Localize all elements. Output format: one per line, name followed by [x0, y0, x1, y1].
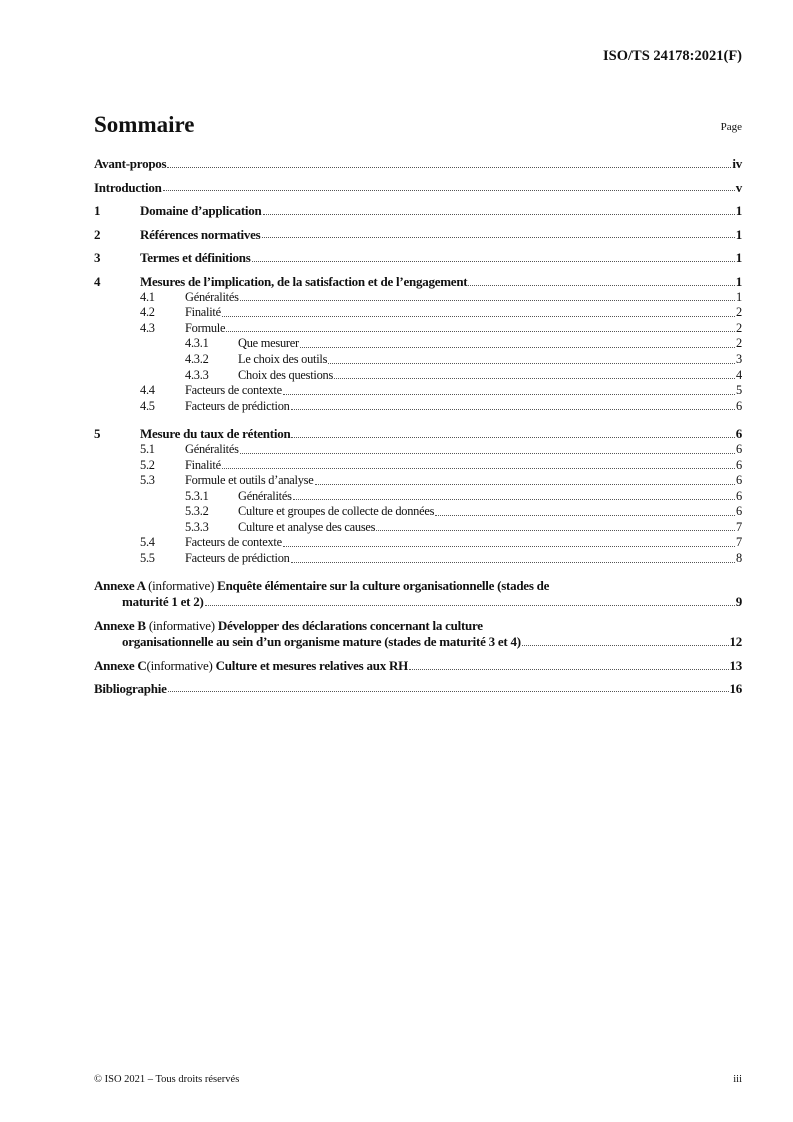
annex-continuation	[94, 594, 742, 610]
entry-number: 4.3.2	[185, 351, 209, 366]
entry-page: 16	[729, 680, 742, 696]
entry-page: iv	[732, 156, 742, 171]
dot-leader	[291, 409, 735, 410]
entry-number: 4	[94, 273, 101, 289]
dot-leader	[263, 214, 735, 215]
toc-entry[interactable]	[94, 336, 742, 352]
dot-leader	[205, 605, 735, 606]
annex-name: Annexe B	[94, 617, 146, 633]
annex-title: Culture et mesures relatives aux RH	[215, 657, 408, 673]
entry-page: 1	[735, 273, 742, 289]
toc-entry[interactable]	[94, 520, 742, 536]
dot-leader	[522, 645, 729, 646]
entry-number: 4.4	[140, 383, 155, 398]
entry-number: 4.1	[140, 289, 155, 304]
toc-entry[interactable]	[94, 442, 742, 458]
entry-number: 2	[94, 226, 101, 242]
entry-title: Généralités	[185, 289, 239, 304]
dot-leader	[291, 562, 735, 563]
entry-title: Avant-propos	[94, 156, 167, 171]
page-title: Sommaire	[94, 112, 195, 137]
entry-page: 6	[736, 398, 742, 413]
annex-name: Annexe C	[94, 657, 147, 673]
entry-number: 4.2	[140, 305, 155, 320]
toc-entry[interactable]	[94, 426, 742, 442]
footer	[94, 1074, 742, 1085]
entry-page: 12	[729, 633, 742, 649]
entry-title: Choix des questions	[238, 367, 334, 382]
dot-leader	[468, 285, 734, 286]
entry-page: 8	[736, 551, 742, 566]
document-id: ISO/TS 24178:2021(F)	[603, 48, 742, 64]
entry-number: 5.3.1	[185, 488, 209, 503]
entry-title: Généralités	[238, 488, 292, 503]
entry-number: 5	[94, 426, 101, 442]
annex-title-cont: organisationnelle au sein d’un organisme mature (stades de maturité 3 et 4)	[122, 633, 521, 649]
toc-entry[interactable]	[94, 227, 742, 243]
entry-title: Culture et analyse des causes	[238, 519, 376, 534]
toc-entry[interactable]	[94, 383, 742, 399]
entry-page: 6	[736, 457, 742, 472]
annex-title: Développer des déclarations concernant la culture	[217, 617, 483, 633]
dot-leader	[435, 515, 735, 516]
entry-title: Finalité	[185, 457, 221, 472]
entry-title: Formule	[185, 320, 226, 335]
entry-page: 6	[736, 504, 742, 519]
dot-leader	[291, 437, 734, 438]
entry-page: 7	[736, 535, 742, 550]
entry-page: 2	[736, 320, 742, 335]
toc-entry[interactable]	[94, 321, 742, 337]
entry-page: 2	[736, 305, 742, 320]
entry-number: 5.3.2	[185, 504, 209, 519]
entry-page: 6	[736, 488, 742, 503]
entry-title: Références normatives	[140, 226, 261, 242]
entry-title: Formule et outils d’analyse	[185, 473, 314, 488]
entry-number: 4.3.3	[185, 367, 209, 382]
entry-page: 1	[735, 226, 742, 242]
dot-leader	[300, 347, 735, 348]
toc-entry[interactable]	[94, 551, 742, 567]
entry-page: 1	[735, 250, 742, 266]
entry-title: Le choix des outils	[238, 351, 328, 366]
annex-title-cont: maturité 1 et 2)	[122, 593, 204, 609]
toc-entry[interactable]	[94, 352, 742, 368]
dot-leader	[376, 530, 735, 531]
toc-entry[interactable]	[94, 458, 742, 474]
annex-first-line	[94, 618, 742, 634]
toc-entry[interactable]	[94, 535, 742, 551]
entry-number: 5.2	[140, 457, 155, 472]
entry-title: Introduction	[94, 179, 162, 195]
toc-entry-annex[interactable]	[94, 658, 742, 674]
dot-leader	[293, 499, 735, 500]
entry-title: Mesures de l’implication, de la satisfaction et de l’engagement	[140, 273, 468, 289]
dot-leader	[334, 378, 735, 379]
dot-leader	[283, 546, 735, 547]
annex-title: Enquête élémentaire sur la culture organisationnelle (stades de	[217, 577, 550, 593]
entry-title: Facteurs de prédiction	[185, 551, 290, 566]
entry-number: 3	[94, 250, 101, 266]
toc-entry[interactable]	[94, 274, 742, 290]
entry-title: Culture et groupes de collecte de données	[238, 504, 435, 519]
entry-title: Facteurs de contexte	[185, 383, 282, 398]
entry-title: Termes et définitions	[140, 250, 251, 266]
entry-title: Finalité	[185, 305, 221, 320]
toc-entry[interactable]	[94, 305, 742, 321]
dot-leader	[163, 190, 735, 191]
toc-entry[interactable]	[94, 368, 742, 384]
entry-number: 4.3	[140, 320, 155, 335]
entry-page: v	[735, 179, 742, 195]
entry-number: 5.4	[140, 535, 155, 550]
toc-entry[interactable]	[94, 250, 742, 266]
dot-leader	[252, 261, 735, 262]
entry-number: 5.3.3	[185, 519, 209, 534]
dot-leader	[283, 394, 735, 395]
toc-entry-bibliography[interactable]	[94, 681, 742, 697]
entry-page: 5	[736, 383, 742, 398]
entry-title: Facteurs de contexte	[185, 535, 282, 550]
toc-entry-annex[interactable]	[94, 618, 742, 650]
dot-leader	[240, 300, 735, 301]
dot-leader	[328, 363, 735, 364]
page-column-label: Page	[720, 121, 742, 133]
toc-entry[interactable]	[94, 489, 742, 505]
entry-title: Domaine d’application	[140, 203, 262, 219]
entry-page: 9	[735, 593, 742, 609]
toc-entry[interactable]	[94, 473, 742, 489]
annex-first-line	[94, 658, 742, 674]
entry-page: 1	[736, 289, 742, 304]
entry-title: Bibliographie	[94, 680, 167, 696]
toc-entry[interactable]	[94, 203, 742, 219]
entry-number: 5.3	[140, 473, 155, 488]
dot-leader	[222, 468, 735, 469]
toc-entry[interactable]	[94, 504, 742, 520]
annex-continuation	[94, 634, 742, 650]
entry-title: Généralités	[185, 441, 239, 456]
dot-leader	[168, 691, 729, 692]
dot-leader	[240, 453, 735, 454]
entry-page: 4	[736, 367, 742, 382]
entry-page: 7	[736, 519, 742, 534]
toc-entry[interactable]	[94, 290, 742, 306]
annex-informative: (informative)	[148, 617, 215, 633]
annex-informative: (informative)	[146, 657, 213, 673]
entry-page: 1	[735, 203, 742, 219]
toc-entry[interactable]	[94, 180, 742, 196]
dot-leader	[315, 484, 736, 485]
entry-number: 1	[94, 203, 101, 219]
entry-title: Que mesurer	[238, 336, 299, 351]
entry-page: 6	[735, 426, 742, 442]
dot-leader	[262, 237, 735, 238]
toc-entry[interactable]	[94, 399, 742, 415]
annex-informative: (informative)	[148, 577, 215, 593]
copyright: © ISO 2021 – Tous droits réservés	[94, 1074, 240, 1085]
entry-title: Facteurs de prédiction	[185, 398, 290, 413]
dot-leader	[167, 167, 731, 168]
annex-first-line	[94, 578, 742, 594]
entry-page: 6	[736, 473, 742, 488]
dot-leader	[409, 669, 729, 670]
table-of-contents	[94, 156, 742, 696]
toc-entry-annex[interactable]	[94, 578, 742, 610]
entry-number: 5.1	[140, 441, 155, 456]
dot-leader	[222, 316, 735, 317]
annex-name: Annexe A	[94, 577, 146, 593]
entry-title: Mesure du taux de rétention	[140, 426, 291, 442]
entry-number: 5.5	[140, 551, 155, 566]
entry-page: 13	[729, 657, 742, 673]
entry-page: 3	[736, 351, 742, 366]
page-number: iii	[733, 1074, 742, 1085]
entry-page: 6	[736, 441, 742, 456]
entry-number: 4.3.1	[185, 336, 209, 351]
entry-number: 4.5	[140, 398, 155, 413]
dot-leader	[226, 331, 735, 332]
entry-page: 2	[736, 336, 742, 351]
toc-entry[interactable]	[94, 156, 742, 172]
